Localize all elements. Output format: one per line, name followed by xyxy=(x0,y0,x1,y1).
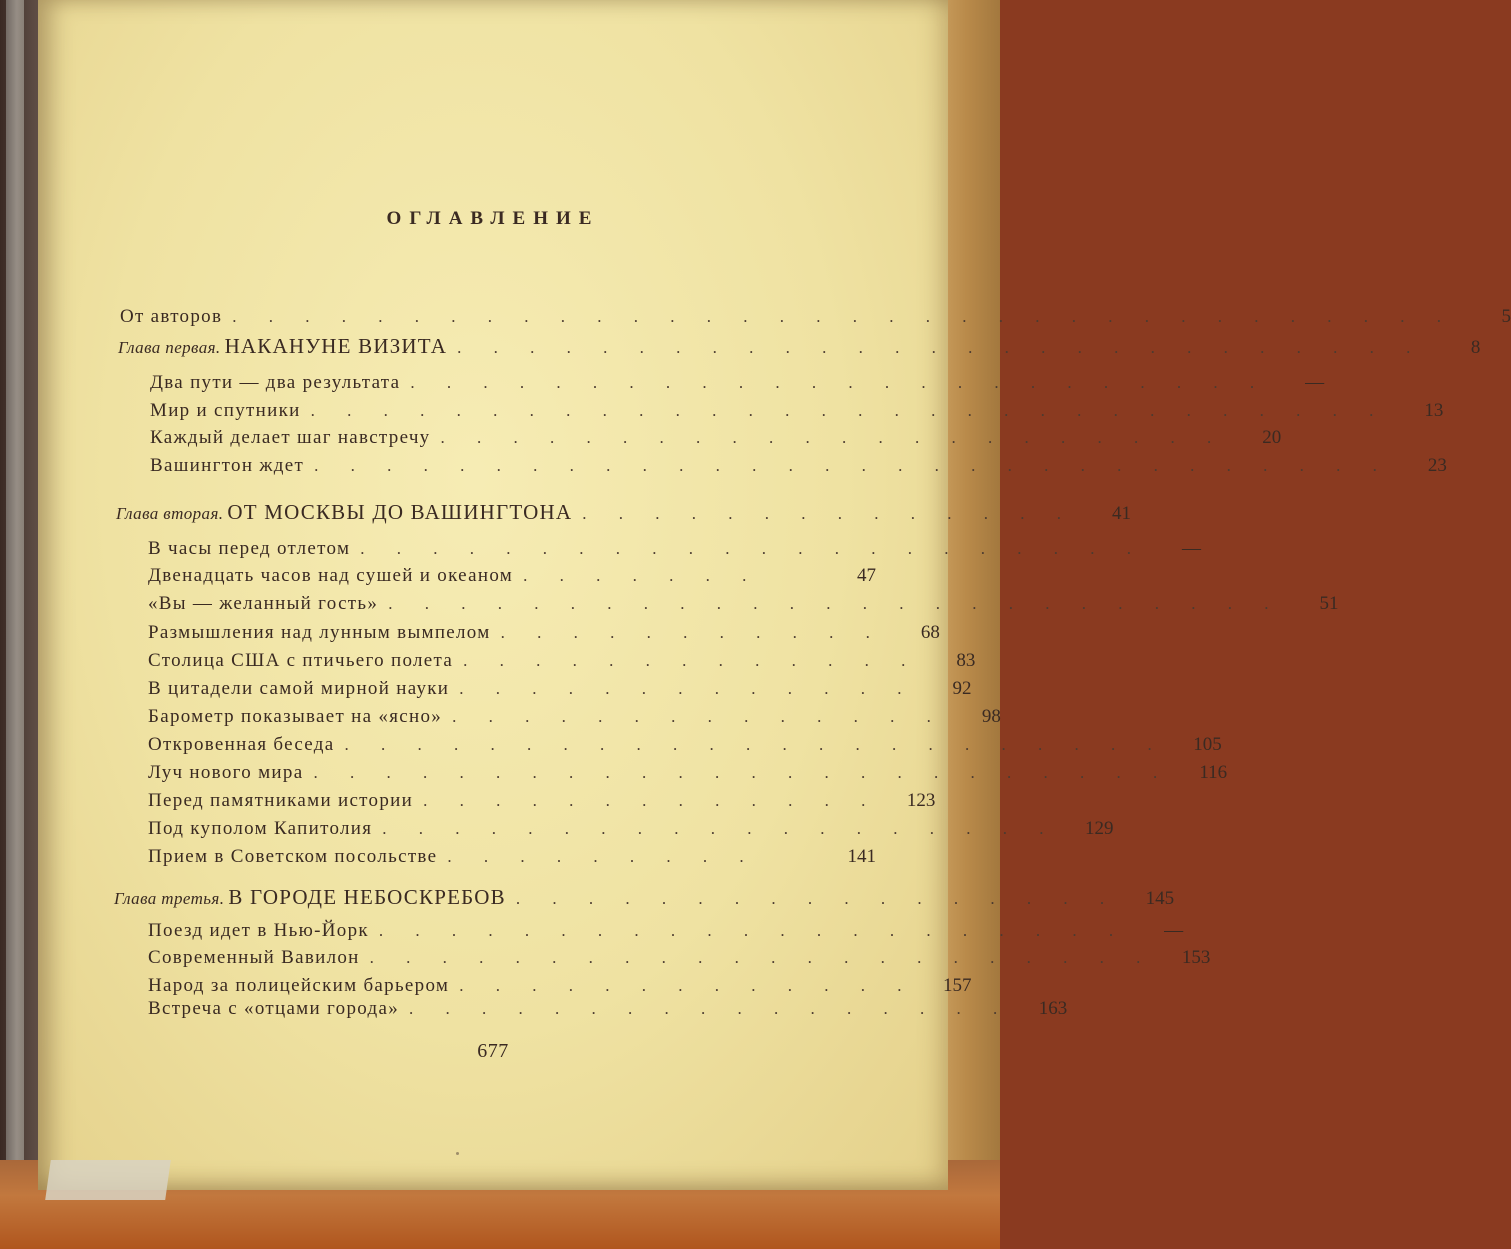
toc-entry-page: — xyxy=(1182,538,1202,559)
toc-entry-page: 41 xyxy=(1112,503,1131,524)
book-page xyxy=(38,0,1511,1190)
toc-entry-label: Встреча с «отцами города» xyxy=(148,998,399,1019)
toc-entry-label: Каждый делает шаг навстречу xyxy=(150,427,431,448)
toc-title: ОГЛАВЛЕНИЕ xyxy=(386,208,600,229)
page-corner xyxy=(45,1160,171,1200)
toc-leader-dots: . . . . . . . . . . . . . xyxy=(459,976,916,995)
toc-entry-page: 5 xyxy=(1501,306,1511,327)
toc-leader-dots: . . . . . . . . . . . . . . . . . . . . . . . . . xyxy=(388,594,1283,613)
toc-chapter xyxy=(118,334,1481,362)
toc-entry-page: 83 xyxy=(956,650,976,671)
paper-speck xyxy=(456,1152,459,1155)
toc-entry-page: 23 xyxy=(1427,455,1447,476)
toc-entry-page: 92 xyxy=(952,678,972,699)
toc-entry xyxy=(148,622,940,650)
toc-leader-dots: . . . . . . . . . . . . . . . . . . . . . . . . . . . xyxy=(457,338,1425,357)
toc-entry xyxy=(150,455,1447,483)
toc-leader-dots: . . . . . . . . . . . . . . . . . . . . . . . . xyxy=(313,763,1172,782)
toc-entry-page: 13 xyxy=(1424,400,1444,421)
toc-entry xyxy=(148,538,1202,566)
toc-entry xyxy=(150,427,1282,455)
toc-leader-dots: . . . . . . . . . . . . . . . . . xyxy=(515,889,1119,908)
toc-entry xyxy=(148,678,972,706)
toc-entry xyxy=(148,998,1068,1026)
toc-entry-label: Откровенная беседа xyxy=(148,734,335,755)
toc-entry-page: 153 xyxy=(1181,947,1211,968)
chapter-title: НАКАНУНЕ ВИЗИТА xyxy=(224,334,448,358)
toc-entry-page: 141 xyxy=(847,846,876,867)
toc-entry-label: Столица США с птичьего полета xyxy=(148,650,454,671)
toc-entry-label: В цитадели самой мирной науки xyxy=(148,678,450,699)
chapter-title: ОТ МОСКВЫ ДО ВАШИНГТОНА xyxy=(227,500,573,524)
toc-entry-page: — xyxy=(1164,920,1184,941)
toc-entry-page: 116 xyxy=(1199,762,1228,783)
toc-entry-label: Двенадцать часов над сушей и океаном xyxy=(148,565,514,586)
toc-entry xyxy=(148,593,1339,621)
toc-entry-label: В часы перед отлетом xyxy=(148,538,351,559)
toc-leader-dots: . . . . . . . . . . . . . xyxy=(463,651,920,670)
toc-entry-label: Размышления над лунным вымпелом xyxy=(148,622,491,643)
toc-entry-label: Два пути — два результата xyxy=(150,372,401,393)
toc-entry xyxy=(148,920,1184,948)
toc-entry-page: — xyxy=(1305,372,1325,393)
toc-entry-label: Луч нового мира xyxy=(148,762,304,783)
toc-entry-page: 145 xyxy=(1145,888,1175,909)
toc-entry xyxy=(148,947,1211,975)
toc-entry-label: Перед памятниками истории xyxy=(148,790,414,811)
toc-entry-label: Вашингтон ждет xyxy=(150,455,305,476)
toc-entry-page: 163 xyxy=(1038,998,1068,1019)
toc-entry-label: Мир и спутники xyxy=(150,400,301,421)
toc-leader-dots: . . . . . . . . . . . . . . . . . . . . . . . . xyxy=(410,373,1269,392)
chapter-prefix: Глава третья. xyxy=(114,889,225,908)
toc-entry xyxy=(150,372,1325,400)
toc-leader-dots: . . . . . . . . . . . . . . . . . . . . . . xyxy=(360,539,1146,558)
toc-leader-dots: . . . . . . . . . . . . . . . . . . . xyxy=(382,819,1058,838)
chapter-prefix: Глава первая. xyxy=(118,338,221,357)
toc-entry xyxy=(148,734,1222,762)
toc-chapter xyxy=(114,885,1175,913)
toc-leader-dots: . . . . . . . . . . . . . . . . . . . . . . xyxy=(440,428,1226,447)
toc-entry-label: От авторов xyxy=(120,306,223,327)
toc-leader-dots: . . . . . . . . . . . . . . . . . . . . . . . . . . . . . . . . . . xyxy=(232,307,1455,326)
toc-entry xyxy=(148,706,1001,734)
toc-entry xyxy=(150,400,1444,428)
toc-leader-dots: . . . . . . . . . . . . . . . . . . . . . . . . . . . . . . xyxy=(310,401,1388,420)
toc-entry-page: 47 xyxy=(857,565,876,586)
toc-leader-dots: . . . . . . . . . . . xyxy=(500,623,884,642)
toc-leader-dots: . . . . . . . . . . . . . xyxy=(423,791,880,810)
chapter-prefix: Глава вторая. xyxy=(116,504,224,523)
toc-entry-label: Народ за полицейским барьером xyxy=(148,975,450,996)
toc-entry xyxy=(148,818,1114,846)
chapter-title: В ГОРОДЕ НЕБОСКРЕБОВ xyxy=(228,885,506,909)
toc-entry-page: 51 xyxy=(1319,593,1339,614)
toc-leader-dots: . . . . . . . . . . . . . xyxy=(459,679,916,698)
toc-entry xyxy=(148,762,1228,790)
toc-entry-page: 68 xyxy=(920,622,940,643)
toc-entry xyxy=(148,565,876,593)
toc-leader-dots: . . . . . . . . . . . . . . . . . . . . . . xyxy=(369,948,1155,967)
toc-entry-label: «Вы — желанный гость» xyxy=(148,593,379,614)
toc-entry-page: 8 xyxy=(1470,337,1481,358)
toc-chapter xyxy=(116,500,1131,528)
toc-entry-page: 123 xyxy=(906,790,936,811)
toc-leader-dots: . . . . . . . . . . . . . . . . . xyxy=(409,999,1012,1018)
toc-leader-dots: . . . . . . . . . . . . . . . . . . . . . . . xyxy=(344,735,1166,754)
toc-entry-page: 98 xyxy=(981,706,1001,727)
toc-entry xyxy=(148,650,976,678)
toc-entry-page: 157 xyxy=(942,975,972,996)
toc-entry xyxy=(120,306,1511,334)
toc-leader-dots: . . . . . . . xyxy=(523,566,761,585)
toc-entry-label: Прием в Советском посольстве xyxy=(148,846,438,867)
book-cover-right xyxy=(944,0,1000,1249)
toc-entry-label: Современный Вавилон xyxy=(148,947,360,968)
toc-entry-label: Под куполом Капитолия xyxy=(148,818,373,839)
toc-entry-label: Поезд идет в Нью-Йорк xyxy=(148,920,369,941)
toc-leader-dots: . . . . . . . . . xyxy=(447,847,758,866)
toc-entry-page: 129 xyxy=(1085,818,1114,839)
toc-leader-dots: . . . . . . . . . . . . . . xyxy=(582,504,1075,523)
page-number: 677 xyxy=(477,1040,509,1062)
toc-entry-page: 20 xyxy=(1262,427,1282,448)
toc-entry xyxy=(148,846,876,874)
toc-entry-label: Барометр показывает на «ясно» xyxy=(148,706,443,727)
toc-leader-dots: . . . . . . . . . . . . . . . . . . . . . xyxy=(378,921,1128,940)
toc-leader-dots: . . . . . . . . . . . . . . . . . . . . . . . . . . . . . . xyxy=(314,456,1391,475)
cover-edge xyxy=(6,0,24,1249)
toc-entry xyxy=(148,790,936,818)
toc-leader-dots: . . . . . . . . . . . . . . xyxy=(452,707,945,726)
toc-entry-page: 105 xyxy=(1193,734,1222,755)
